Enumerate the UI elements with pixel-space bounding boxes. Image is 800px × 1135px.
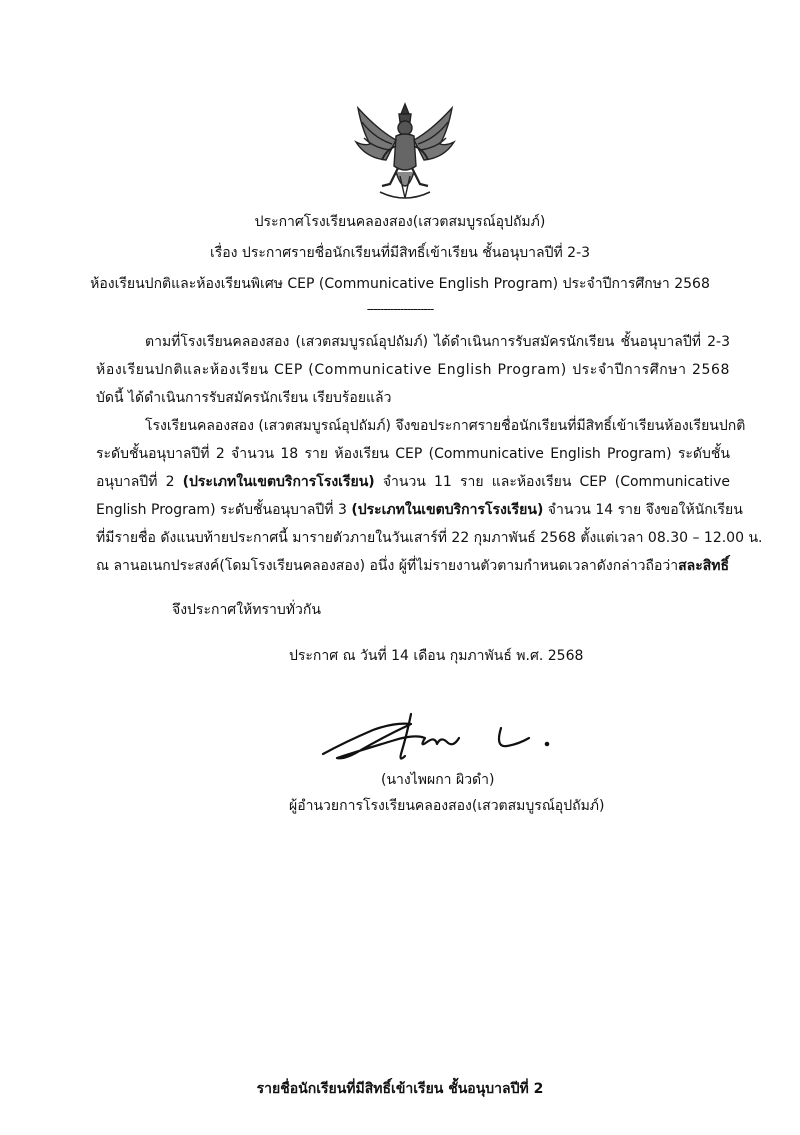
signer-title: ผู้อำนวยการโรงเรียนคลองสอง(เสวตสมบูรณ์อุปถัมภ์): [289, 798, 605, 814]
line-3-text-c: จำนวน 11 ราย และห้องเรียน CEP (Communicative: [374, 474, 731, 490]
announcement-date: ประกาศ ณ วันที่ 14 เดือน กุมภาพันธ์ พ.ศ. 2568: [289, 648, 584, 664]
service-area-emphasis: (ประเภทในเขตบริการโรงเรียน): [182, 474, 375, 490]
announcement-subject: เรื่อง ประกาศรายชื่อนักเรียนที่มีสิทธิ์เข้าเรียน ชั้นอนุบาลปีที่ 2-3: [209, 245, 591, 261]
paragraph-1-line-2: ห้องเรียนปกติและห้องเรียน CEP (Communicative English Program) ประจำปีการศึกษา 2568: [96, 362, 730, 378]
signer-name: (นางไพผกา ผิวดำ): [381, 772, 495, 788]
paragraph-2-line-5: ที่มีรายชื่อ ดังแนบท้ายประกาศนี้ มารายตัวภายในวันเสาร์ที่ 22 กุมภาพันธ์ 2568 ตั้งแต่เวลา 08.30 – 12.00 น.: [96, 530, 763, 546]
student-list-title: รายชื่อนักเรียนที่มีสิทธิ์เข้าเรียน ชั้นอนุบาลปีที่ 2: [256, 1081, 544, 1097]
announcement-subtitle: ห้องเรียนปกติและห้องเรียนพิเศษ CEP (Communicative English Program) ประจำปีการศึกษา 2568: [90, 276, 710, 292]
line-3-text-a: อนุบาลปีที่ 2: [96, 474, 183, 490]
closing-text: จึงประกาศให้ทราบทั่วกัน: [172, 602, 321, 618]
separator-line: --------------------: [366, 302, 434, 316]
paragraph-2-line-4: [96, 501, 743, 519]
paragraph-1-line-1: ตามที่โรงเรียนคลองสอง (เสวตสมบูรณ์อุปถัมภ์) ได้ดำเนินการรับสมัครนักเรียน ชั้นอนุบาลปีที่ 2-3: [145, 334, 730, 350]
signature-image: [315, 712, 575, 772]
service-area-emphasis-2: (ประเภทในเขตบริการโรงเรียน): [351, 502, 544, 518]
paragraph-1-line-3: บัดนี้ ได้ดำเนินการรับสมัครนักเรียน เรียบร้อยแล้ว: [96, 390, 392, 406]
paragraph-2-line-1: โรงเรียนคลองสอง (เสวตสมบูรณ์อุปถัมภ์) จึงขอประกาศรายชื่อนักเรียนที่มีสิทธิ์เข้าเรียนห้องเรียนปกติ: [145, 418, 746, 434]
garuda-emblem-icon: [352, 100, 458, 208]
paragraph-2-line-6: [96, 557, 729, 575]
forfeit-emphasis: สละสิทธิ์: [678, 558, 730, 574]
line-4-text-c: จำนวน 14 ราย จึงขอให้นักเรียน: [543, 502, 743, 518]
announcement-heading: ประกาศโรงเรียนคลองสอง(เสวตสมบูรณ์อุปถัมภ์): [254, 214, 546, 230]
line-6-text-a: ณ ลานอเนกประสงค์(โดมโรงเรียนคลองสอง) อนึ่ง ผู้ที่ไม่รายงานตัวตามกำหนดเวลาดังกล่าวถือว่า: [96, 558, 679, 574]
paragraph-2-line-2: ระดับชั้นอนุบาลปีที่ 2 จำนวน 18 ราย ห้องเรียน CEP (Communicative English Program) ระดับชั้น: [96, 446, 730, 462]
paragraph-2-line-3: [96, 473, 730, 491]
line-4-text-a: English Program) ระดับชั้นอนุบาลปีที่ 3: [96, 502, 352, 518]
